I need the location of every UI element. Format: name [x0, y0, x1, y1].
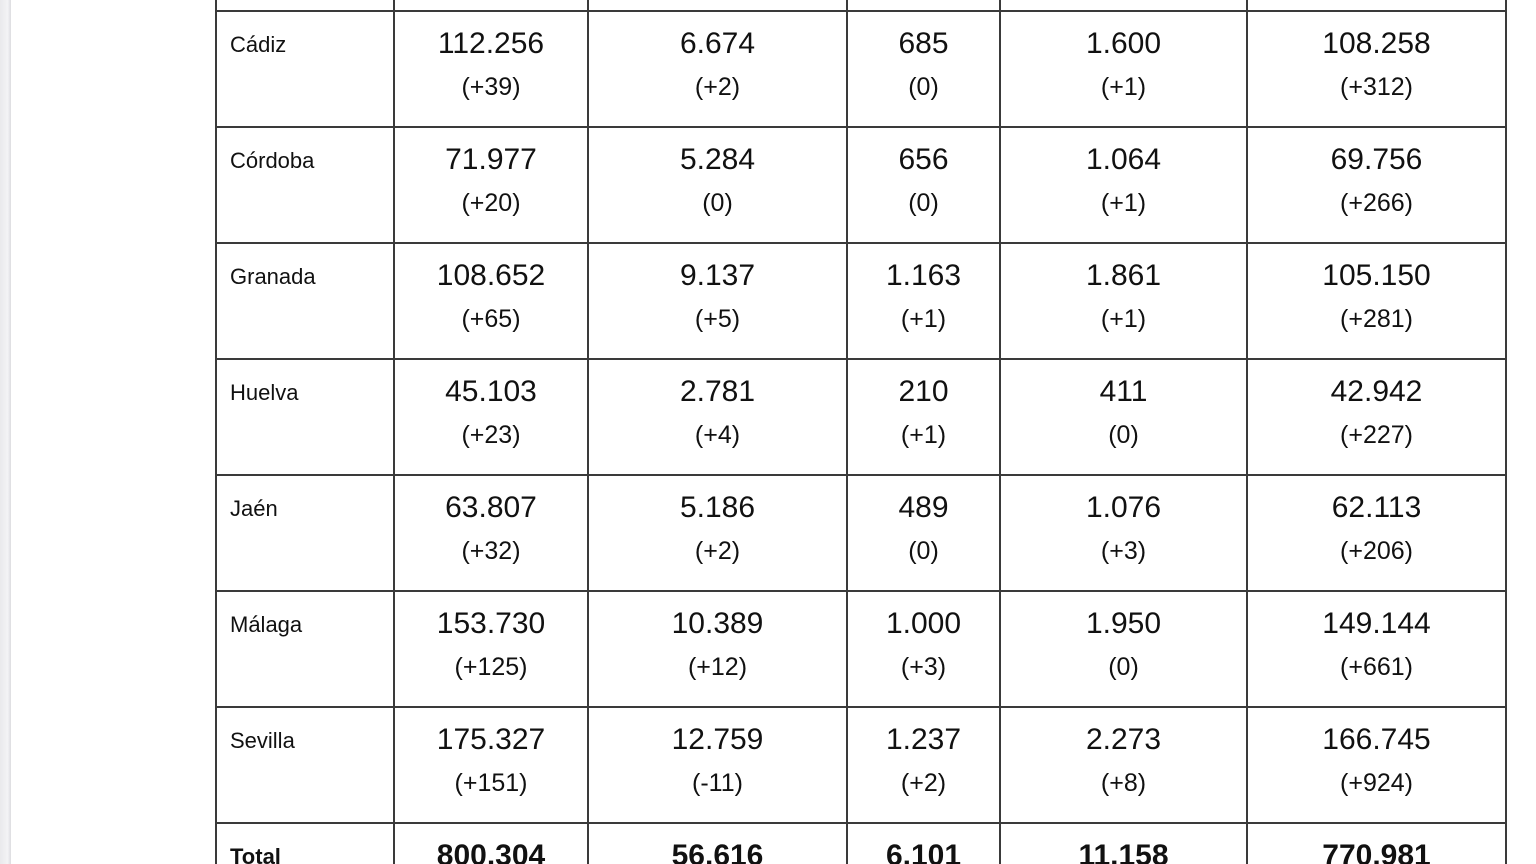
province-name: Huelva	[230, 380, 299, 405]
value-delta: (+3)	[1100, 537, 1147, 565]
value-cell	[588, 591, 847, 707]
province-name: Sevilla	[230, 728, 295, 753]
total-label: Total	[230, 844, 281, 864]
value-total: 1.950	[1085, 607, 1162, 640]
value-total: 56.616	[671, 839, 764, 864]
value-total: 6.101	[885, 839, 962, 864]
province-cell	[216, 243, 394, 359]
value-total: 1.237	[885, 723, 962, 756]
value-cell	[1000, 243, 1247, 359]
value-cell	[1247, 243, 1506, 359]
value-delta: (+23)	[461, 421, 521, 449]
value-delta: (+1)	[900, 421, 947, 449]
table-row	[216, 475, 1506, 591]
value-cell	[847, 0, 1000, 11]
province-name: Jaén	[230, 496, 278, 521]
value-delta: (+125)	[454, 653, 528, 681]
province-cell	[216, 475, 394, 591]
value-delta: (+65)	[461, 305, 521, 333]
value-delta: (0)	[1108, 653, 1139, 681]
value-delta: (0)	[702, 189, 733, 217]
province-cell	[216, 707, 394, 823]
value-delta: (+12)	[687, 653, 748, 681]
value-total: 5.284	[679, 143, 756, 176]
value-total: 2.781	[679, 375, 756, 408]
value-cell	[588, 707, 847, 823]
value-total: 1.000	[885, 607, 962, 640]
value-delta: (+3)	[900, 653, 947, 681]
value-delta: (0)	[908, 73, 939, 101]
province-name: Cádiz	[230, 32, 287, 57]
value-cell	[847, 243, 1000, 359]
table-row	[216, 11, 1506, 127]
value-cell	[394, 359, 588, 475]
value-cell	[394, 127, 588, 243]
value-delta: (0)	[908, 189, 939, 217]
value-delta: (+2)	[694, 73, 741, 101]
value-total: 153.730	[436, 607, 546, 640]
value-delta: (+151)	[454, 769, 528, 797]
value-cell	[588, 475, 847, 591]
value-delta: (+924)	[1340, 769, 1413, 797]
value-delta: (+8)	[1100, 769, 1147, 797]
value-delta: (+266)	[1340, 189, 1413, 217]
value-cell	[588, 823, 847, 864]
value-delta: (0)	[1108, 421, 1139, 449]
value-total: 9.137	[679, 259, 756, 292]
value-total: 5.186	[679, 491, 756, 524]
value-total: 1.076	[1085, 491, 1162, 524]
value-delta: (+1)	[1100, 305, 1147, 333]
value-cell	[1000, 823, 1247, 864]
value-total: 12.759	[671, 723, 764, 756]
value-cell	[1247, 591, 1506, 707]
value-cell	[1247, 707, 1506, 823]
value-total: 800.304	[436, 839, 546, 864]
value-cell	[847, 475, 1000, 591]
value-cell	[394, 0, 588, 11]
value-cell	[847, 591, 1000, 707]
value-cell	[394, 823, 588, 864]
value-total: 210	[898, 375, 949, 408]
covid-data-table	[215, 0, 1507, 864]
province-name: Granada	[230, 264, 316, 289]
value-cell	[1247, 0, 1506, 11]
value-cell	[847, 359, 1000, 475]
value-total: 69.756	[1330, 143, 1423, 176]
value-cell	[847, 11, 1000, 127]
value-delta: (+2)	[900, 769, 947, 797]
value-cell	[1247, 475, 1506, 591]
value-total: 10.389	[671, 607, 764, 640]
value-total: 489	[898, 491, 949, 524]
table-row	[216, 0, 1506, 11]
value-delta: (0)	[908, 537, 939, 565]
value-delta: (+1)	[900, 305, 947, 333]
value-delta: (+281)	[1340, 305, 1413, 333]
value-cell	[588, 127, 847, 243]
province-cell	[216, 591, 394, 707]
value-total: 108.258	[1322, 27, 1431, 60]
viewer-left-gutter	[0, 0, 11, 864]
value-total: 149.144	[1322, 607, 1431, 640]
value-delta: (+32)	[461, 537, 521, 565]
value-cell	[588, 11, 847, 127]
value-total: 2.273	[1085, 723, 1162, 756]
value-delta: (+227)	[1340, 421, 1413, 449]
province-cell	[216, 11, 394, 127]
value-total: 1.163	[885, 259, 962, 292]
value-cell	[394, 243, 588, 359]
value-cell	[588, 359, 847, 475]
value-cell	[1000, 359, 1247, 475]
value-total: 1.064	[1085, 143, 1162, 176]
value-delta: (+4)	[694, 421, 741, 449]
value-total: 62.113	[1331, 491, 1422, 524]
value-total: 108.652	[436, 259, 546, 292]
value-delta: (+2)	[694, 537, 741, 565]
value-cell	[1247, 127, 1506, 243]
province-name: Málaga	[230, 612, 303, 637]
value-total: 45.103	[445, 375, 537, 408]
value-total: 1.600	[1085, 27, 1162, 60]
province-cell	[216, 359, 394, 475]
table-row	[216, 591, 1506, 707]
value-total: 42.942	[1330, 375, 1423, 408]
value-cell	[588, 0, 847, 11]
value-total: 1.861	[1085, 259, 1162, 292]
value-delta: (+5)	[694, 305, 741, 333]
value-total: 112.256	[437, 27, 545, 60]
table-row	[216, 707, 1506, 823]
province-cell	[216, 0, 394, 11]
value-total: 166.745	[1322, 723, 1431, 756]
value-delta: (+1)	[1100, 189, 1147, 217]
table-total-row	[216, 823, 1506, 864]
value-cell	[1000, 707, 1247, 823]
value-delta: (+206)	[1340, 537, 1413, 565]
document-page[interactable]	[11, 0, 1536, 864]
table-row	[216, 127, 1506, 243]
value-total: 411	[1099, 375, 1148, 408]
value-delta: (-11)	[692, 769, 743, 797]
value-cell	[1000, 591, 1247, 707]
value-delta: (+312)	[1340, 73, 1413, 101]
value-delta: (+661)	[1340, 653, 1413, 681]
value-total: 6.674	[679, 27, 756, 60]
province-cell	[216, 127, 394, 243]
value-total: 685	[898, 27, 949, 60]
value-cell	[1000, 127, 1247, 243]
value-cell	[1247, 11, 1506, 127]
value-total: 770.981	[1322, 839, 1431, 864]
province-name: Córdoba	[230, 148, 315, 173]
value-cell	[394, 591, 588, 707]
value-cell	[847, 707, 1000, 823]
value-cell	[847, 823, 1000, 864]
value-total: 71.977	[445, 143, 537, 176]
value-total: 63.807	[445, 491, 537, 524]
value-cell	[394, 11, 588, 127]
value-cell	[588, 243, 847, 359]
value-delta: (+1)	[1100, 73, 1147, 101]
value-cell	[1247, 823, 1506, 864]
value-delta: (+39)	[461, 73, 521, 101]
table-row	[216, 243, 1506, 359]
province-cell	[216, 823, 394, 864]
value-cell	[847, 127, 1000, 243]
value-cell	[394, 475, 588, 591]
value-cell	[1000, 0, 1247, 11]
table-row	[216, 359, 1506, 475]
value-total: 175.327	[436, 723, 546, 756]
value-total: 656	[898, 143, 949, 176]
value-total: 105.150	[1322, 259, 1431, 292]
value-cell	[1000, 11, 1247, 127]
value-cell	[394, 707, 588, 823]
value-delta: (+20)	[461, 189, 521, 217]
value-total: 11.158	[1078, 839, 1169, 864]
value-cell	[1000, 475, 1247, 591]
value-cell	[1247, 359, 1506, 475]
